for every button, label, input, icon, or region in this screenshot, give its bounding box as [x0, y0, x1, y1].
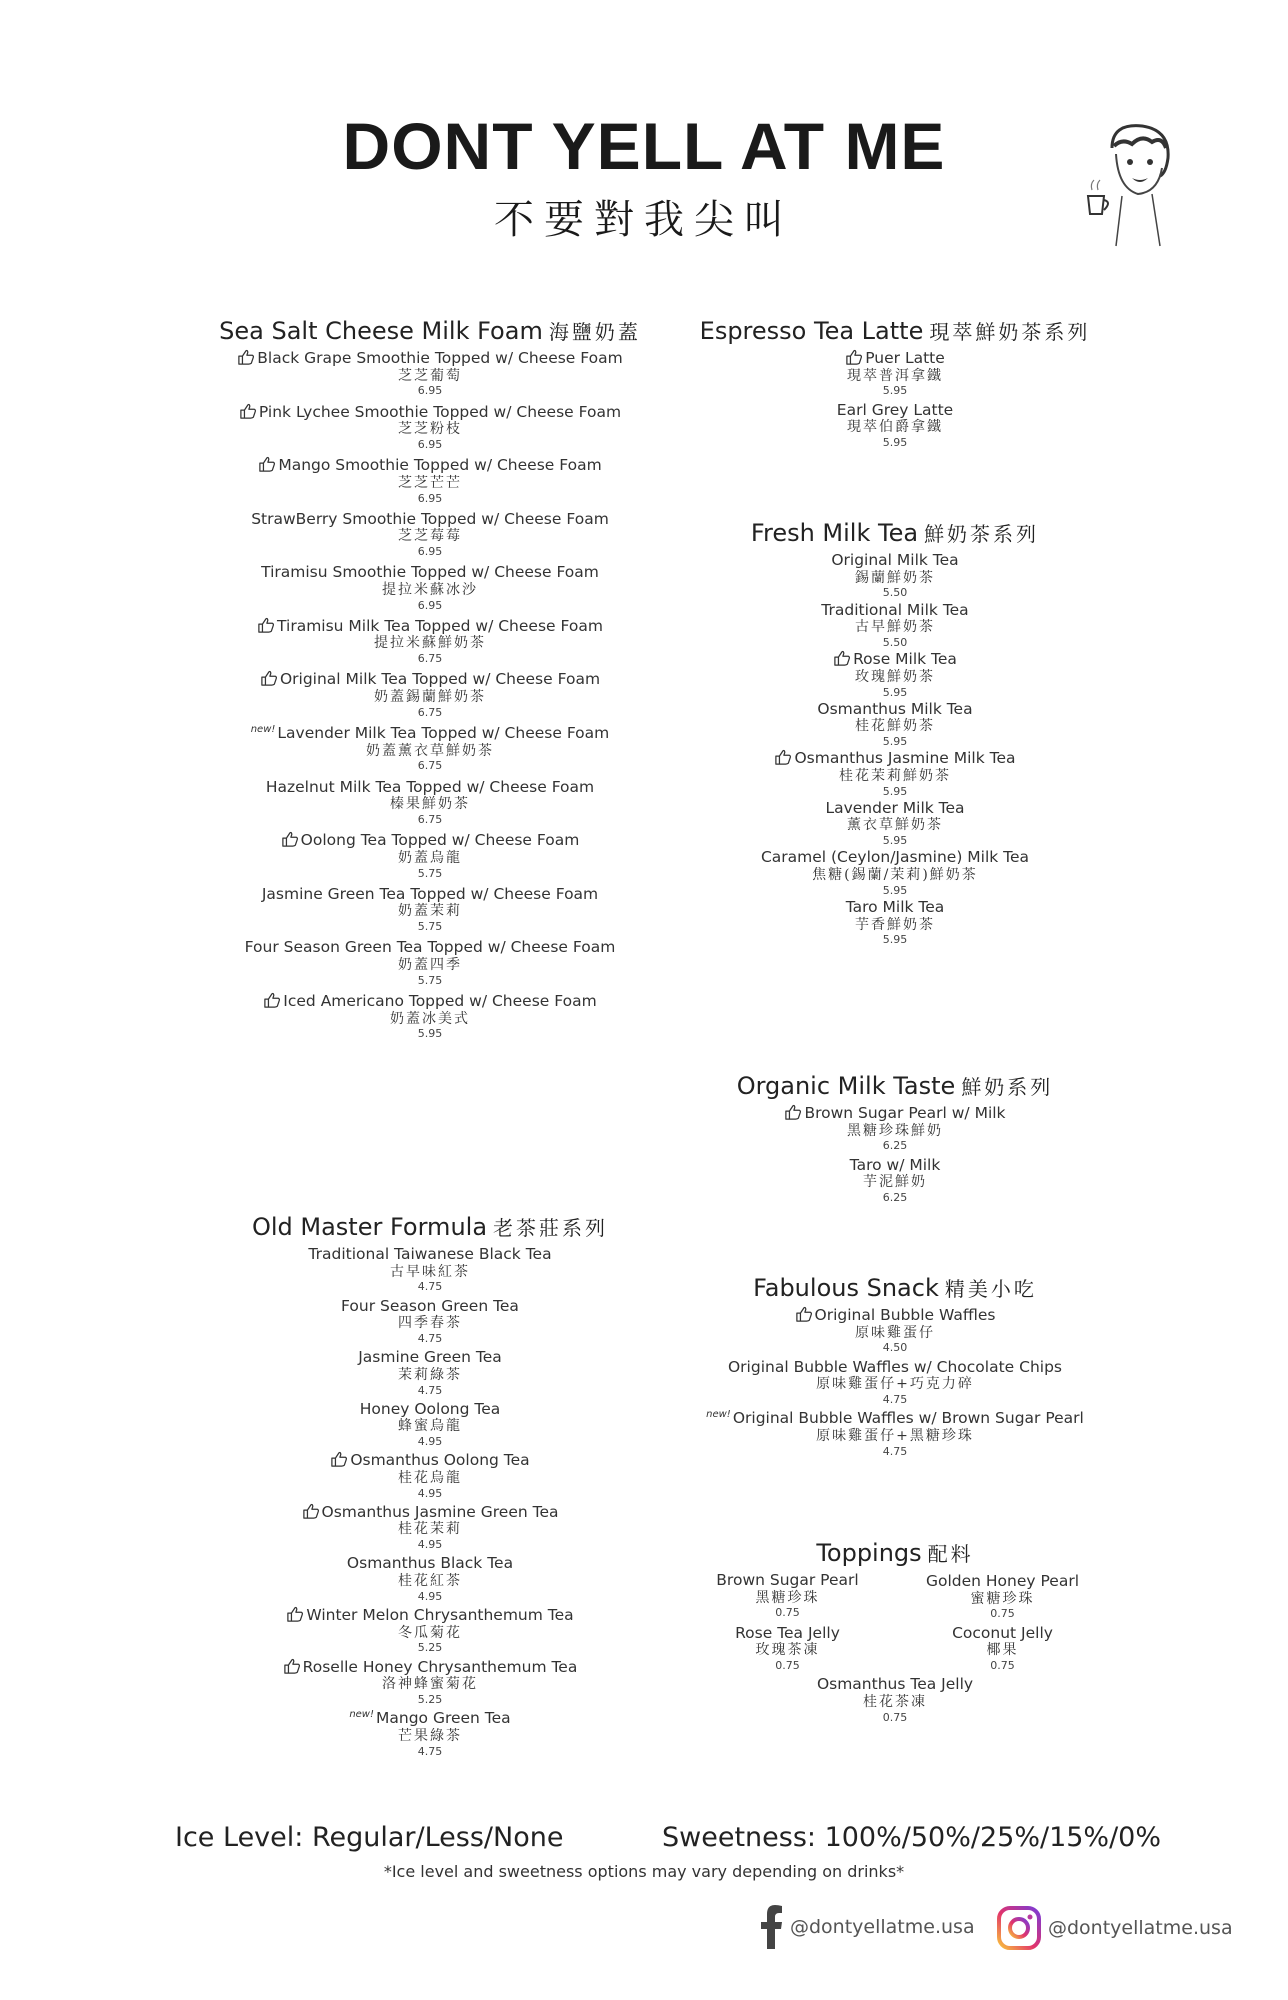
menu-item [200, 1503, 660, 1552]
item-price: 5.95 [882, 735, 908, 749]
item-price: 0.75 [775, 1606, 800, 1620]
item-name-zh: 芋泥鮮奶 [863, 1174, 927, 1191]
item-name: Osmanthus Black Tea [346, 1554, 514, 1573]
section-title: Organic Milk Taste 鮮奶系列 [736, 1072, 1054, 1100]
item-name-zh: 桂花茶凍 [863, 1693, 927, 1710]
menu-item [690, 551, 1100, 600]
item-name-zh: 現萃伯爵拿鐵 [847, 419, 943, 436]
item-name-zh: 芝芝葡萄 [398, 367, 462, 384]
item-name: Iced Americano Topped w/ Cheese Foam [200, 992, 660, 1011]
item-name-zh: 桂花茉莉 [398, 1521, 462, 1538]
new-badge: new! [706, 1409, 731, 1421]
thumbs-up-icon [784, 1104, 802, 1120]
menu-item [200, 1245, 660, 1294]
facebook-link[interactable] [758, 1905, 975, 1949]
item-price: 5.95 [417, 1027, 443, 1041]
item-price: 6.75 [417, 813, 443, 827]
item-price: 4.95 [417, 1538, 443, 1552]
thumbs-up-icon [283, 1658, 301, 1674]
item-name: Tiramisu Smoothie Topped w/ Cheese Foam [261, 563, 599, 582]
section-title: Sea Salt Cheese Milk Foam 海鹽奶蓋 [219, 317, 641, 345]
item-name: Osmanthus Oolong Tea [200, 1451, 660, 1470]
item-name-zh: 提拉米蘇鮮奶茶 [374, 635, 486, 652]
item-name-zh: 薰衣草鮮奶茶 [847, 817, 943, 834]
item-name: Honey Oolong Tea [359, 1399, 501, 1418]
item-name: Osmanthus Jasmine Green Tea [200, 1503, 660, 1522]
item-name-zh: 桂花紅茶 [398, 1573, 462, 1590]
item-name: Black Grape Smoothie Topped w/ Cheese Foam [200, 349, 660, 368]
item-name-zh: 奶蓋錫蘭鮮奶茶 [374, 689, 486, 706]
item-name-zh: 洛神蜂蜜菊花 [382, 1676, 478, 1693]
item-name: Original Bubble Waffles w/ Chocolate Chips [727, 1357, 1062, 1376]
item-name: Osmanthus Jasmine Milk Tea [690, 749, 1100, 768]
item-name-zh: 奶蓋烏龍 [398, 849, 462, 866]
menu-item [690, 700, 1100, 749]
menu-item [690, 650, 1100, 699]
item-name-zh: 椰果 [986, 1642, 1019, 1659]
item-price: 6.75 [417, 652, 443, 666]
item-name-zh: 茉莉綠茶 [398, 1366, 462, 1383]
item-name: Osmanthus Milk Tea [817, 699, 973, 718]
item-name-zh: 桂花鮮奶茶 [855, 718, 935, 735]
item-name: Tiramisu Milk Tea Topped w/ Cheese Foam [200, 617, 660, 636]
item-name-zh: 現萃普洱拿鐵 [847, 367, 943, 384]
item-name-zh: 玫瑰鮮奶茶 [855, 668, 935, 685]
facebook-handle: @dontyellatme.usa [790, 1916, 975, 1938]
menu-item [200, 1297, 660, 1346]
item-name: Jasmine Green Tea [358, 1348, 502, 1367]
menu-item [200, 563, 660, 612]
item-price: 6.25 [882, 1190, 908, 1204]
menu-item [200, 885, 660, 934]
item-price: 6.95 [417, 491, 443, 505]
item-name: Rose Milk Tea [690, 650, 1100, 669]
item-price: 5.95 [882, 685, 908, 699]
item-name: Taro Milk Tea [845, 898, 945, 917]
menu-item [690, 1358, 1100, 1407]
item-price: 6.75 [417, 705, 443, 719]
item-name: Hazelnut Milk Tea Topped w/ Cheese Foam [265, 777, 595, 796]
item-price: 5.95 [882, 784, 908, 798]
item-name: Winter Melon Chrysanthemum Tea [200, 1606, 660, 1625]
item-name: Oolong Tea Topped w/ Cheese Foam [200, 831, 660, 850]
thumbs-up-icon [237, 349, 255, 365]
item-name-zh: 芝芝莓莓 [398, 528, 462, 545]
thumbs-up-icon [239, 403, 257, 419]
item-price: 5.50 [882, 586, 908, 600]
item-name-zh: 焦糖(錫蘭/茉莉)鮮奶茶 [812, 867, 978, 884]
menu-item [690, 749, 1100, 798]
item-name-zh: 芋香鮮奶茶 [855, 916, 935, 933]
menu-item [690, 1409, 1100, 1458]
item-price: 6.25 [882, 1139, 908, 1153]
item-name-zh: 黑糖珍珠鮮奶 [847, 1122, 943, 1139]
item-name: $^{new!}$ Lavender Milk Tea Topped w/ Cheese Foam [250, 724, 610, 743]
item-name: Jasmine Green Tea Topped w/ Cheese Foam [261, 884, 599, 903]
menu-item [200, 403, 660, 452]
item-price: 6.95 [417, 437, 443, 451]
snack-section [690, 1273, 1100, 1458]
menu-item [690, 1624, 885, 1673]
item-name: Original Bubble Waffles [690, 1306, 1100, 1325]
item-name: Four Season Green Tea [341, 1296, 519, 1315]
new-badge: new! [349, 1709, 374, 1721]
item-price: 5.75 [417, 920, 443, 934]
item-price: 4.75 [882, 1444, 908, 1458]
menu-item [690, 1104, 1100, 1153]
item-name-zh: 玫瑰茶凍 [755, 1642, 820, 1659]
item-price: 0.75 [990, 1607, 1015, 1621]
menu-item [690, 349, 1100, 398]
menu-item [200, 724, 660, 773]
options-note: *Ice level and sweetness options may vary depending on drinks* [383, 1862, 905, 1881]
thumbs-up-icon [263, 992, 281, 1008]
menu-item [200, 831, 660, 880]
item-name-zh: 原味雞蛋仔+黑糖珍珠 [816, 1427, 974, 1444]
menu-item [200, 1348, 660, 1397]
item-name: $^{new!}$ Original Bubble Waffles w/ Brown Sugar Pearl [706, 1409, 1084, 1428]
item-price: 5.25 [417, 1693, 443, 1707]
menu-item [690, 401, 1100, 450]
menu-item [200, 938, 660, 987]
menu-item [200, 1451, 660, 1500]
item-name-zh: 古早鮮奶茶 [855, 619, 935, 636]
item-price: 4.95 [417, 1435, 443, 1449]
menu-item [905, 1572, 1100, 1621]
item-name: Traditional Taiwanese Black Tea [308, 1245, 552, 1263]
thumbs-up-icon [845, 349, 863, 365]
item-name: Golden Honey Pearl [925, 1572, 1080, 1590]
section-title: Espresso Tea Latte 現萃鮮奶茶系列 [699, 317, 1091, 345]
menu-item [690, 848, 1100, 897]
item-name-zh: 奶蓋茉莉 [398, 903, 462, 920]
item-name: Brown Sugar Pearl w/ Milk [690, 1104, 1100, 1123]
item-price: 0.75 [775, 1658, 800, 1672]
item-price: 0.75 [882, 1710, 908, 1724]
fresh-milk-section [690, 518, 1100, 947]
menu-item [690, 1675, 1100, 1724]
organic-section [690, 1071, 1100, 1204]
thumbs-up-icon [795, 1306, 813, 1322]
menu-item [200, 349, 660, 398]
item-name-zh: 奶蓋四季 [398, 956, 462, 973]
section-title: Toppings 配料 [816, 1539, 974, 1567]
item-name: Mango Smoothie Topped w/ Cheese Foam [200, 456, 660, 475]
item-name-zh: 芒果綠茶 [398, 1727, 462, 1744]
item-price: 5.75 [417, 866, 443, 880]
menu-item [200, 670, 660, 719]
item-price: 5.95 [882, 883, 908, 897]
item-price: 0.75 [990, 1658, 1015, 1672]
item-price: 6.95 [417, 598, 443, 612]
brand-title: DONT YELL AT ME [342, 109, 946, 183]
item-price: 4.75 [417, 1383, 443, 1397]
item-name: Caramel (Ceylon/Jasmine) Milk Tea [760, 848, 1030, 867]
menu-item [690, 799, 1100, 848]
item-name: Roselle Honey Chrysanthemum Tea [200, 1658, 660, 1677]
menu-item [690, 1306, 1100, 1355]
sweetness-level: Sweetness: 100%/50%/25%/15%/0% [662, 1822, 1162, 1853]
item-name-zh: 原味雞蛋仔 [855, 1324, 935, 1341]
menu-item [690, 601, 1100, 650]
item-name: Coconut Jelly [952, 1623, 1053, 1642]
item-name-zh: 古早味紅茶 [390, 1263, 470, 1280]
menu-item [690, 1571, 885, 1621]
item-price: 4.75 [882, 1392, 908, 1406]
menu-item [200, 1554, 660, 1603]
item-name: Osmanthus Tea Jelly [816, 1675, 974, 1694]
thumbs-up-icon [833, 650, 851, 666]
menu-item [690, 898, 1100, 947]
thumbs-up-icon [774, 749, 792, 765]
item-price: 4.95 [417, 1486, 443, 1500]
menu-item [905, 1624, 1100, 1673]
thumbs-up-icon [260, 670, 278, 686]
espresso-section [690, 316, 1100, 449]
menu-item [200, 778, 660, 827]
menu-item [200, 456, 660, 505]
item-name: Earl Grey Latte [836, 400, 954, 419]
menu-item [200, 1709, 660, 1758]
item-name: Lavender Milk Tea [825, 798, 965, 817]
brand-subtitle: 不要對我尖叫 [494, 197, 794, 243]
ice-level: Ice Level: Regular/Less/None [175, 1822, 564, 1853]
item-name: Traditional Milk Tea [821, 600, 969, 619]
sea-salt-section [200, 316, 660, 1041]
item-name: Pink Lychee Smoothie Topped w/ Cheese Foam [200, 403, 660, 422]
thumbs-up-icon [258, 456, 276, 472]
item-price: 5.95 [882, 834, 908, 848]
item-name: StrawBerry Smoothie Topped w/ Cheese Foam [251, 509, 609, 528]
item-price: 4.75 [417, 1280, 443, 1294]
item-name-zh: 原味雞蛋仔+巧克力碎 [816, 1376, 974, 1393]
item-name-zh: 四季春茶 [398, 1315, 462, 1332]
menu-item [200, 510, 660, 559]
item-price: 5.95 [882, 933, 908, 947]
item-name-zh: 提拉米蘇冰沙 [382, 581, 478, 598]
item-price: 6.75 [417, 759, 443, 773]
thumbs-up-icon [286, 1606, 304, 1622]
menu-item [200, 992, 660, 1041]
menu-item [690, 1156, 1100, 1205]
thumbs-up-icon [281, 831, 299, 847]
item-name: Four Season Green Tea Topped w/ Cheese Foam [244, 938, 616, 957]
item-price: 4.50 [882, 1341, 908, 1355]
old-master-section [200, 1212, 660, 1758]
mascot-logo-icon [1082, 118, 1182, 248]
menu-item [200, 1400, 660, 1449]
item-price: 6.95 [417, 545, 443, 559]
item-name-zh: 錫蘭鮮奶茶 [855, 569, 935, 586]
item-name-zh: 桂花茉莉鮮奶茶 [839, 767, 951, 784]
menu-item [200, 617, 660, 666]
item-name-zh: 蜂蜜烏龍 [398, 1418, 462, 1435]
item-name-zh: 蜜糖珍珠 [970, 1590, 1035, 1607]
new-badge: new! [250, 724, 276, 736]
item-name-zh: 黑糖珍珠 [755, 1589, 820, 1606]
item-price: 5.50 [882, 635, 908, 649]
toppings-section [690, 1538, 1100, 1724]
thumbs-up-icon [257, 617, 275, 633]
thumbs-up-icon [330, 1451, 348, 1467]
item-name-zh: 冬瓜菊花 [398, 1624, 462, 1641]
item-name: $^{new!}$ Mango Green Tea [349, 1709, 511, 1728]
facebook-icon [758, 1905, 784, 1949]
item-price: 4.75 [417, 1331, 443, 1345]
item-price: 6.95 [417, 384, 443, 398]
item-name-zh: 榛果鮮奶茶 [390, 796, 470, 813]
item-name-zh: 桂花烏龍 [398, 1469, 462, 1486]
item-name: Original Milk Tea Topped w/ Cheese Foam [200, 670, 660, 689]
item-name: Original Milk Tea [831, 551, 959, 569]
item-name: Puer Latte [690, 349, 1100, 368]
section-title: Fabulous Snack 精美小吃 [753, 1274, 1037, 1302]
section-title: Fresh Milk Tea 鮮奶茶系列 [750, 519, 1040, 547]
item-price: 4.75 [417, 1744, 443, 1758]
instagram-link[interactable] [996, 1905, 1233, 1951]
menu-item [200, 1658, 660, 1707]
item-price: 5.95 [882, 435, 908, 449]
item-price: 4.95 [417, 1589, 443, 1603]
instagram-handle: @dontyellatme.usa [1048, 1917, 1233, 1939]
item-name-zh: 芝芝粉枝 [398, 421, 462, 438]
item-name: Rose Tea Jelly [735, 1623, 840, 1642]
thumbs-up-icon [302, 1503, 320, 1519]
item-price: 5.95 [882, 384, 908, 398]
item-name: Taro w/ Milk [849, 1155, 941, 1174]
item-name-zh: 奶蓋冰美式 [390, 1010, 470, 1027]
section-title: Old Master Formula 老茶莊系列 [251, 1213, 609, 1241]
item-name-zh: 奶蓋薰衣草鮮奶茶 [366, 742, 494, 759]
item-name: Brown Sugar Pearl [716, 1571, 859, 1589]
instagram-icon [996, 1905, 1042, 1951]
item-name-zh: 芝芝芒芒 [398, 474, 462, 491]
item-price: 5.75 [417, 973, 443, 987]
menu-item [200, 1606, 660, 1655]
item-price: 5.25 [417, 1641, 443, 1655]
